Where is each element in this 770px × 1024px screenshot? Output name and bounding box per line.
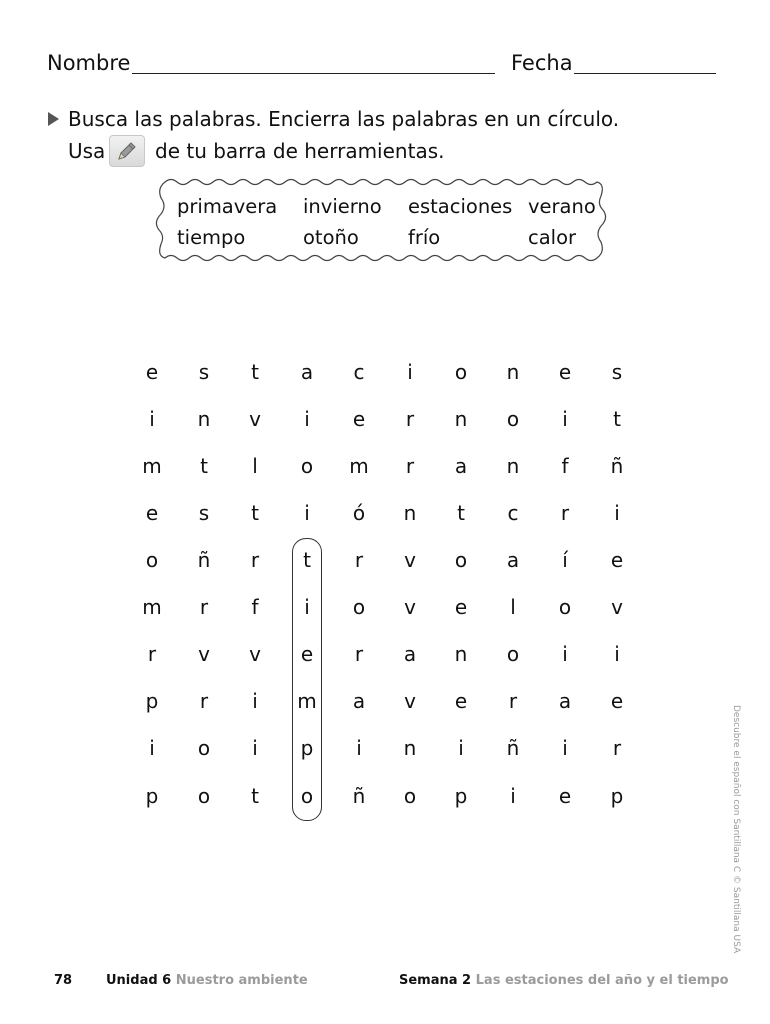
word-bank-item: primavera bbox=[177, 195, 278, 218]
grid-letter[interactable]: r bbox=[354, 548, 364, 572]
pencil-icon bbox=[115, 139, 139, 163]
grid-letter[interactable]: e bbox=[300, 642, 314, 666]
grid-letter[interactable]: s bbox=[198, 501, 210, 525]
unit-label: Unidad 6 bbox=[106, 973, 172, 988]
grid-letter[interactable]: f bbox=[561, 454, 569, 478]
grid-letter[interactable]: p bbox=[610, 784, 624, 808]
grid-letter[interactable]: i bbox=[407, 360, 413, 384]
grid-letter[interactable]: f bbox=[251, 595, 259, 619]
grid-letter[interactable]: o bbox=[403, 784, 417, 808]
word-bank-item: otoño bbox=[303, 226, 359, 249]
grid-letter[interactable]: a bbox=[403, 642, 417, 666]
grid-letter[interactable]: m bbox=[349, 454, 369, 478]
grid-letter[interactable]: ñ bbox=[610, 454, 624, 478]
page-number: 78 bbox=[54, 973, 73, 988]
grid-letter[interactable]: e bbox=[145, 501, 159, 525]
grid-letter[interactable]: p bbox=[300, 736, 314, 760]
word-bank-item: verano bbox=[528, 195, 596, 218]
grid-letter[interactable]: i bbox=[304, 595, 310, 619]
grid-letter[interactable]: i bbox=[562, 736, 568, 760]
grid-letter[interactable]: v bbox=[404, 548, 416, 572]
word-bank-item: frío bbox=[408, 226, 441, 249]
footer-unit bbox=[106, 973, 308, 988]
grid-letter[interactable]: e bbox=[454, 595, 468, 619]
grid-letter[interactable]: i bbox=[304, 407, 310, 431]
grid-letter[interactable]: t bbox=[251, 360, 259, 384]
name-label: Nombre bbox=[47, 51, 131, 75]
grid-letter[interactable]: i bbox=[304, 501, 310, 525]
grid-letter[interactable]: s bbox=[198, 360, 210, 384]
grid-letter[interactable]: n bbox=[454, 407, 468, 431]
grid-letter[interactable]: o bbox=[506, 642, 520, 666]
grid-letter[interactable]: o bbox=[454, 548, 468, 572]
grid-letter[interactable]: i bbox=[614, 642, 620, 666]
grid-letter[interactable]: i bbox=[562, 407, 568, 431]
word-bank-item: calor bbox=[528, 226, 577, 249]
week-title: Las estaciones del año y el tiempo bbox=[475, 973, 729, 988]
grid-letter[interactable]: n bbox=[197, 407, 211, 431]
grid-letter[interactable]: e bbox=[145, 360, 159, 384]
grid-letter[interactable]: e bbox=[352, 407, 366, 431]
grid-letter[interactable]: r bbox=[612, 736, 622, 760]
grid-letter[interactable]: e bbox=[558, 360, 572, 384]
grid-letter[interactable]: r bbox=[405, 454, 415, 478]
grid-letter[interactable]: o bbox=[300, 454, 314, 478]
footer-week bbox=[399, 973, 729, 988]
week-label: Semana 2 bbox=[399, 973, 472, 988]
grid-letter[interactable]: p bbox=[454, 784, 468, 808]
grid-letter[interactable]: a bbox=[300, 360, 314, 384]
grid-letter[interactable]: s bbox=[611, 360, 623, 384]
grid-letter[interactable]: i bbox=[562, 642, 568, 666]
grid-letter[interactable]: r bbox=[250, 548, 260, 572]
word-bank-item: invierno bbox=[303, 195, 382, 218]
grid-letter[interactable]: v bbox=[249, 407, 261, 431]
grid-letter[interactable]: e bbox=[610, 689, 624, 713]
side-credit: Descubre el español con Santillana C © Santillana USA bbox=[731, 705, 741, 954]
grid-letter[interactable]: o bbox=[197, 784, 211, 808]
grid-letter[interactable]: t bbox=[613, 407, 621, 431]
date-field[interactable] bbox=[574, 73, 716, 74]
grid-letter[interactable]: a bbox=[454, 454, 468, 478]
grid-letter[interactable]: n bbox=[506, 360, 520, 384]
grid-letter[interactable]: i bbox=[149, 736, 155, 760]
grid-letter[interactable]: í bbox=[562, 548, 568, 572]
grid-letter[interactable]: t bbox=[457, 501, 465, 525]
grid-letter[interactable]: c bbox=[507, 501, 519, 525]
grid-letter[interactable]: i bbox=[252, 736, 258, 760]
grid-letter[interactable]: v bbox=[249, 642, 261, 666]
grid-letter[interactable]: p bbox=[145, 689, 159, 713]
word-bank-item: estaciones bbox=[408, 195, 513, 218]
name-field[interactable] bbox=[132, 73, 495, 74]
grid-letter[interactable]: p bbox=[145, 784, 159, 808]
grid-letter[interactable]: ñ bbox=[506, 736, 520, 760]
grid-letter[interactable]: e bbox=[454, 689, 468, 713]
unit-title: Nuestro ambiente bbox=[175, 973, 308, 988]
grid-letter[interactable]: m bbox=[142, 595, 162, 619]
grid-letter[interactable]: v bbox=[404, 595, 416, 619]
grid-letter[interactable]: m bbox=[297, 689, 317, 713]
grid-letter[interactable]: l bbox=[252, 454, 258, 478]
grid-letter[interactable]: r bbox=[560, 501, 570, 525]
grid-letter[interactable]: t bbox=[303, 548, 311, 572]
pencil-tool-button[interactable] bbox=[109, 135, 145, 167]
grid-letter[interactable]: n bbox=[403, 736, 417, 760]
date-label: Fecha bbox=[511, 51, 573, 75]
grid-letter[interactable]: i bbox=[356, 736, 362, 760]
grid-letter[interactable]: l bbox=[510, 595, 516, 619]
grid-letter[interactable]: r bbox=[199, 595, 209, 619]
grid-letter[interactable]: o bbox=[454, 360, 468, 384]
grid-letter[interactable]: o bbox=[558, 595, 572, 619]
grid-letter[interactable]: v bbox=[611, 595, 623, 619]
grid-letter[interactable]: r bbox=[354, 642, 364, 666]
grid-letter[interactable]: ñ bbox=[197, 548, 211, 572]
grid-letter[interactable]: e bbox=[610, 548, 624, 572]
grid-letter[interactable]: n bbox=[506, 454, 520, 478]
word-bank-item: tiempo bbox=[177, 226, 246, 249]
grid-letter[interactable]: a bbox=[352, 689, 366, 713]
grid-letter[interactable]: r bbox=[199, 689, 209, 713]
grid-letter[interactable]: o bbox=[352, 595, 366, 619]
grid-letter[interactable]: v bbox=[198, 642, 210, 666]
grid-letter[interactable]: c bbox=[353, 360, 365, 384]
word-circle-tiempo[interactable] bbox=[292, 538, 322, 821]
grid-letter[interactable]: n bbox=[403, 501, 417, 525]
grid-letter[interactable]: o bbox=[506, 407, 520, 431]
grid-letter[interactable]: ñ bbox=[352, 784, 366, 808]
grid-letter[interactable]: o bbox=[145, 548, 159, 572]
grid-letter[interactable]: a bbox=[558, 689, 572, 713]
grid-letter[interactable]: i bbox=[252, 689, 258, 713]
instruction-line-2: de tu barra de herramientas. bbox=[155, 139, 445, 163]
grid-letter[interactable]: o bbox=[300, 784, 314, 808]
instruction-use-label: Usa bbox=[68, 139, 106, 163]
grid-letter[interactable]: ó bbox=[352, 501, 366, 525]
instruction-line-1: Busca las palabras. Encierra las palabras en un círculo. bbox=[68, 107, 620, 131]
grid-letter[interactable]: r bbox=[147, 642, 157, 666]
arrow-bullet-icon bbox=[48, 112, 59, 126]
grid-letter[interactable]: i bbox=[149, 407, 155, 431]
grid-letter[interactable]: t bbox=[200, 454, 208, 478]
grid-letter[interactable]: v bbox=[404, 689, 416, 713]
grid-letter[interactable]: o bbox=[197, 736, 211, 760]
grid-letter[interactable]: m bbox=[142, 454, 162, 478]
grid-letter[interactable]: e bbox=[558, 784, 572, 808]
grid-letter[interactable]: a bbox=[506, 548, 520, 572]
grid-letter[interactable]: r bbox=[405, 407, 415, 431]
grid-letter[interactable]: i bbox=[510, 784, 516, 808]
grid-letter[interactable]: i bbox=[614, 501, 620, 525]
grid-letter[interactable]: t bbox=[251, 784, 259, 808]
word-bank-border bbox=[155, 176, 615, 268]
grid-letter[interactable]: r bbox=[508, 689, 518, 713]
grid-letter[interactable]: i bbox=[458, 736, 464, 760]
grid-letter[interactable]: n bbox=[454, 642, 468, 666]
grid-letter[interactable]: t bbox=[251, 501, 259, 525]
